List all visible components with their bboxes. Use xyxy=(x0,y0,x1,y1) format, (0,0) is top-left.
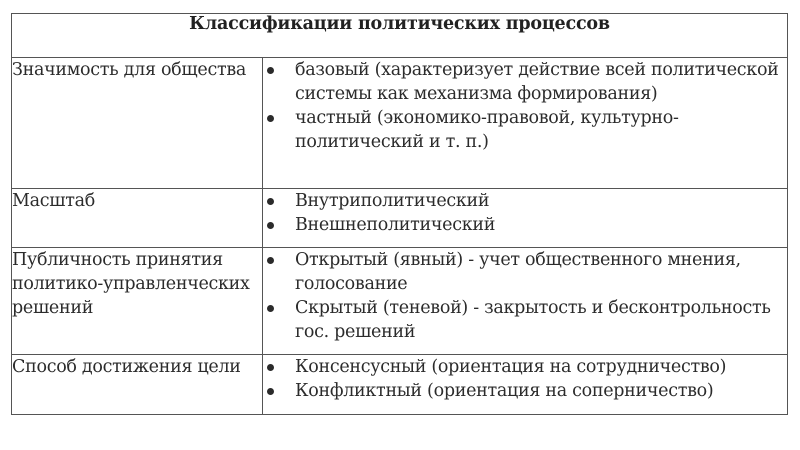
list-item xyxy=(263,248,787,296)
list-item xyxy=(263,213,787,237)
list-item xyxy=(263,296,787,344)
list-item-text: Скрытый (теневой) - закрытость и бесконтрольность гос. решений xyxy=(295,298,771,342)
list-item-text: базовый (характеризует действие всей политической системы как механизма формирования) xyxy=(295,60,779,104)
bullet-list xyxy=(263,189,787,237)
bullet-list xyxy=(263,355,787,403)
criterion-cell: Масштаб xyxy=(12,189,263,248)
values-cell xyxy=(263,189,788,248)
bullet-list xyxy=(263,248,787,344)
classification-table xyxy=(11,13,788,415)
criterion-cell: Публичность принятия политико-управленческих решений xyxy=(12,248,263,355)
list-item xyxy=(263,379,787,403)
list-item-text: Конфликтный (ориентация на соперничество) xyxy=(295,381,714,401)
bullet-icon xyxy=(267,305,274,312)
bullet-icon xyxy=(267,198,274,205)
values-cell xyxy=(263,58,788,189)
list-item-text: Открытый (явный) - учет общественного мнения, голосование xyxy=(295,250,741,294)
list-item-text: частный (экономико-правовой, культурно-политический и т. п.) xyxy=(295,108,679,152)
list-item-text: Консенсусный (ориентация на сотрудничество) xyxy=(295,357,727,377)
bullet-icon xyxy=(267,67,274,74)
list-item xyxy=(263,106,787,154)
list-item xyxy=(263,355,787,379)
table-row xyxy=(12,248,788,355)
bullet-icon xyxy=(267,222,274,229)
bullet-icon xyxy=(267,388,274,395)
bullet-icon xyxy=(267,257,274,264)
list-item-text: Внешнеполитический xyxy=(295,215,496,235)
values-cell xyxy=(263,355,788,415)
criterion-cell: Способ достижения цели xyxy=(12,355,263,415)
criterion-cell: Значимость для общества xyxy=(12,58,263,189)
bullet-list xyxy=(263,58,787,154)
bullet-icon xyxy=(267,364,274,371)
table-row xyxy=(12,58,788,189)
values-cell xyxy=(263,248,788,355)
list-item xyxy=(263,58,787,106)
table-row xyxy=(12,189,788,248)
table-header-row xyxy=(12,14,788,58)
table-row xyxy=(12,355,788,415)
list-item xyxy=(263,189,787,213)
bullet-icon xyxy=(267,115,274,122)
table-title: Классификации политических процессов xyxy=(12,14,788,58)
list-item-text: Внутриполитический xyxy=(295,191,490,211)
